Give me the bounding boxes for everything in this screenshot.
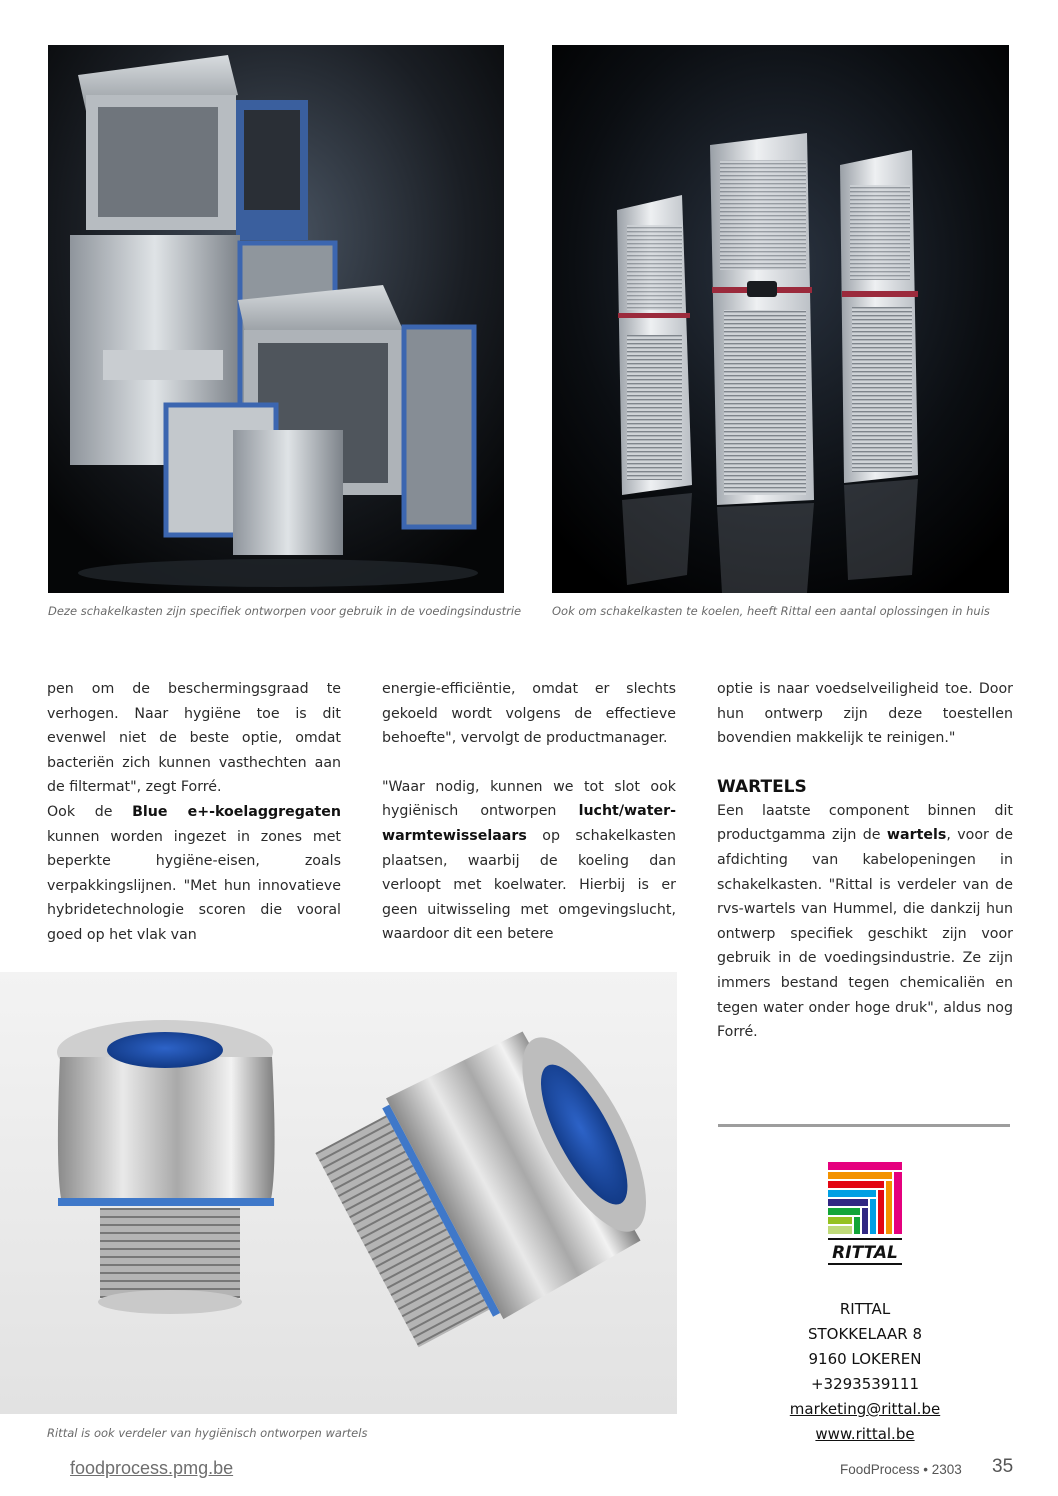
section-heading: WARTELS (717, 776, 807, 797)
glands-caption: Rittal is ook verdeler van hygiënisch ontworpen wartels (47, 1426, 368, 1440)
col1-paragraph-1: pen om de beschermingsgraad te verhogen. Naar hygiëne toe is dit evenwel niet de beste optie, omdat bacteriën zich kunnen vasthechten aan de filtermat", zegt Forré. (47, 681, 341, 796)
rittal-logo (826, 1160, 904, 1270)
divider-line (718, 1124, 1010, 1127)
coolers-caption: Ook om schakelkasten te koelen, heeft Rittal een aantal oplossingen in huis (552, 604, 990, 618)
col2-p2-text: "Waar nodig, kunnen we tot slot ook hygiënisch ontworpen (382, 778, 676, 820)
col2-p2-text-end: op schakelkasten plaatsen, waarbij de koeling dan verloopt met koelwater. Hierbij is er geen uitwisseling met omgevingslucht, waardoor dit een betere (382, 827, 676, 943)
col2-paragraph-1: energie-efficiëntie, omdat er slechts gekoeld wordt volgens de effectieve behoefte", vervolgt de productmanager. (382, 681, 676, 747)
col3-p2-text: Een laatste component binnen dit productgamma zijn de (717, 802, 1013, 844)
article-column-2 (382, 677, 676, 947)
enclosures-photo (48, 45, 504, 593)
email-link[interactable]: marketing@rittal.be (789, 1400, 941, 1418)
col1-p2-text: Ook de (47, 803, 133, 820)
heat-exchanger-term: lucht/water-warmtewisselaars (382, 803, 676, 844)
blue-e-link: Blue e+-koelaggregaten (132, 803, 341, 820)
city-address: 9160 LOKEREN (808, 1350, 922, 1368)
glands-photo (0, 972, 677, 1414)
logo-wordmark: RITTAL (832, 1243, 898, 1263)
website-link[interactable]: www.rittal.be (815, 1425, 915, 1443)
company-name: RITTAL (839, 1300, 891, 1318)
article-column-1 (47, 677, 341, 948)
article-column-3 (717, 677, 1013, 1045)
wartels-term: wartels (886, 827, 947, 844)
col2-paragraph-2 (382, 775, 676, 947)
col3-p2-text-end: , voor de afdichting van kabelopeningen in schakelkasten. "Rittal is verdeler van de rvs-wartels van Hummel, die dankzij hun ontwerp specifiek geschikt zijn voor gebruik in de voedingsindustrie. Ze zijn immers bestand tegen chemicaliën en tegen water onder hoge druk", aldus nog Forré. (717, 827, 1013, 1041)
street-address: STOKKELAAR 8 (807, 1325, 923, 1343)
phone-number: +3293539111 (810, 1375, 919, 1393)
footer-site-link[interactable]: foodprocess.pmg.be (70, 1458, 234, 1478)
col3-paragraph-2 (717, 799, 1013, 1045)
contact-block (760, 1297, 970, 1447)
footer-issue: FoodProcess • 2303 (840, 1462, 962, 1477)
coolers-photo (552, 45, 1009, 593)
page-number: 35 (992, 1456, 1014, 1477)
col1-paragraph-2 (47, 800, 341, 948)
col1-p2-text-end: kunnen worden ingezet in zones met beperkte hygiëne-eisen, zoals verpakkingslijnen. "Met hun innovatieve hybridetechnologie scoren die vooral goed op het vlak van (47, 828, 341, 943)
enclosures-caption: Deze schakelkasten zijn specifiek ontworpen voor gebruik in de voedingsindustrie (48, 604, 522, 618)
col3-paragraph-1: optie is naar voedselveiligheid toe. Door hun ontwerp zijn deze toestellen bovendien makkelijk te reinigen." (717, 681, 1013, 747)
